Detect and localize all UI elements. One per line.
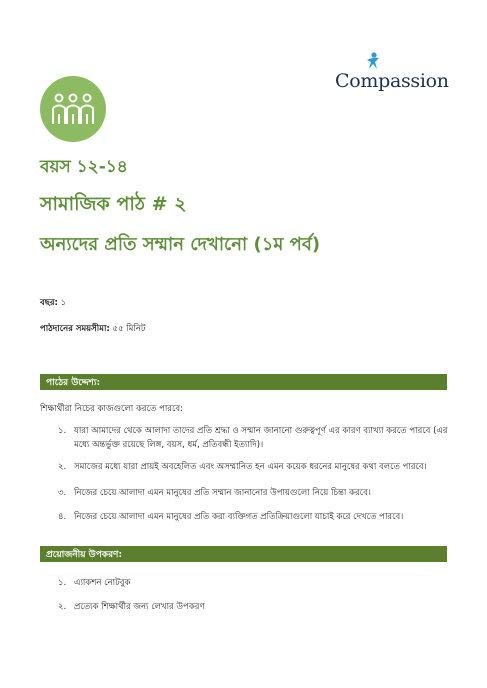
year-value: ১ <box>60 298 67 308</box>
people-group-icon <box>40 76 106 142</box>
item-text: নিজের চেয়ে আলাদা এমন মানুষের প্রতি করা ব্যক্তিগত প্রতিক্রিয়াগুলো যাচাই করে দেখতে পারবে। <box>74 512 404 522</box>
item-text: নিজের চেয়ে আলাদা এমন মানুষের প্রতি সম্মান জানানোর উপায়গুলো নিয়ে চিন্তা করবে। <box>74 488 371 498</box>
objectives-heading: পাঠের উদ্দেশ্য: <box>40 374 447 390</box>
item-text: এ্যাকশন নোটবুক <box>74 578 131 588</box>
item-number: ৪. <box>58 512 67 522</box>
duration-label: পাঠদানের সময়সীমা: <box>40 324 110 334</box>
year-label: বছর: <box>40 298 58 308</box>
item-number: ১. <box>58 578 67 588</box>
item-text: সমাজের মধ্যে যারা প্রায়ই অবহেলিত এবং অসম্মানিত হন এমন কয়েক ধরনের মানুষের কথা বলতে পারবে। <box>74 462 427 472</box>
year-row <box>40 296 66 310</box>
lesson-number: সামাজিক পাঠ # ২ <box>40 193 187 215</box>
item-number: ২. <box>58 602 67 612</box>
list-item <box>58 576 448 590</box>
duration-row <box>40 322 146 336</box>
objectives-intro: শিক্ষার্থীরা নিচের কাজগুলো করতে পারবে: <box>40 404 183 414</box>
item-text: প্রত্যেক শিক্ষার্থীর জন্য লেখার উপকরণ <box>74 602 205 612</box>
duration-value: ৫৫ মিনিট <box>112 324 146 334</box>
list-item <box>58 600 448 614</box>
list-item <box>58 510 448 524</box>
item-number: ১. <box>58 426 67 436</box>
list-item <box>58 460 448 474</box>
item-text: যারা আমাদের থেকে আলাদা তাদের প্রতি শ্রদ্ধা ও সম্মান জানানো গুরুত্বপূর্ণ এর কারণ ব্যাখ্যা করতে পারবে (এর মধ্যে অন্তর্ভুক্ত রয়েছে লিঙ্গ, বয়স, ধর্ম, প্রতিবন্ধী ইত্যাদি)। <box>74 426 448 450</box>
figure-icon <box>365 52 381 70</box>
materials-heading: প্রয়োজনীয় উপকরণ: <box>40 546 447 562</box>
item-number: ৩. <box>58 488 67 498</box>
compassion-logo <box>335 52 449 92</box>
item-number: ২. <box>58 462 67 472</box>
list-item <box>58 486 448 500</box>
brand-name: Compassion <box>335 70 449 92</box>
age-range: বয়স ১২-১৪ <box>40 157 128 177</box>
list-item <box>58 424 448 452</box>
page-title: অন্যদের প্রতি সম্মান দেখানো (১ম পর্ব) <box>40 234 321 255</box>
